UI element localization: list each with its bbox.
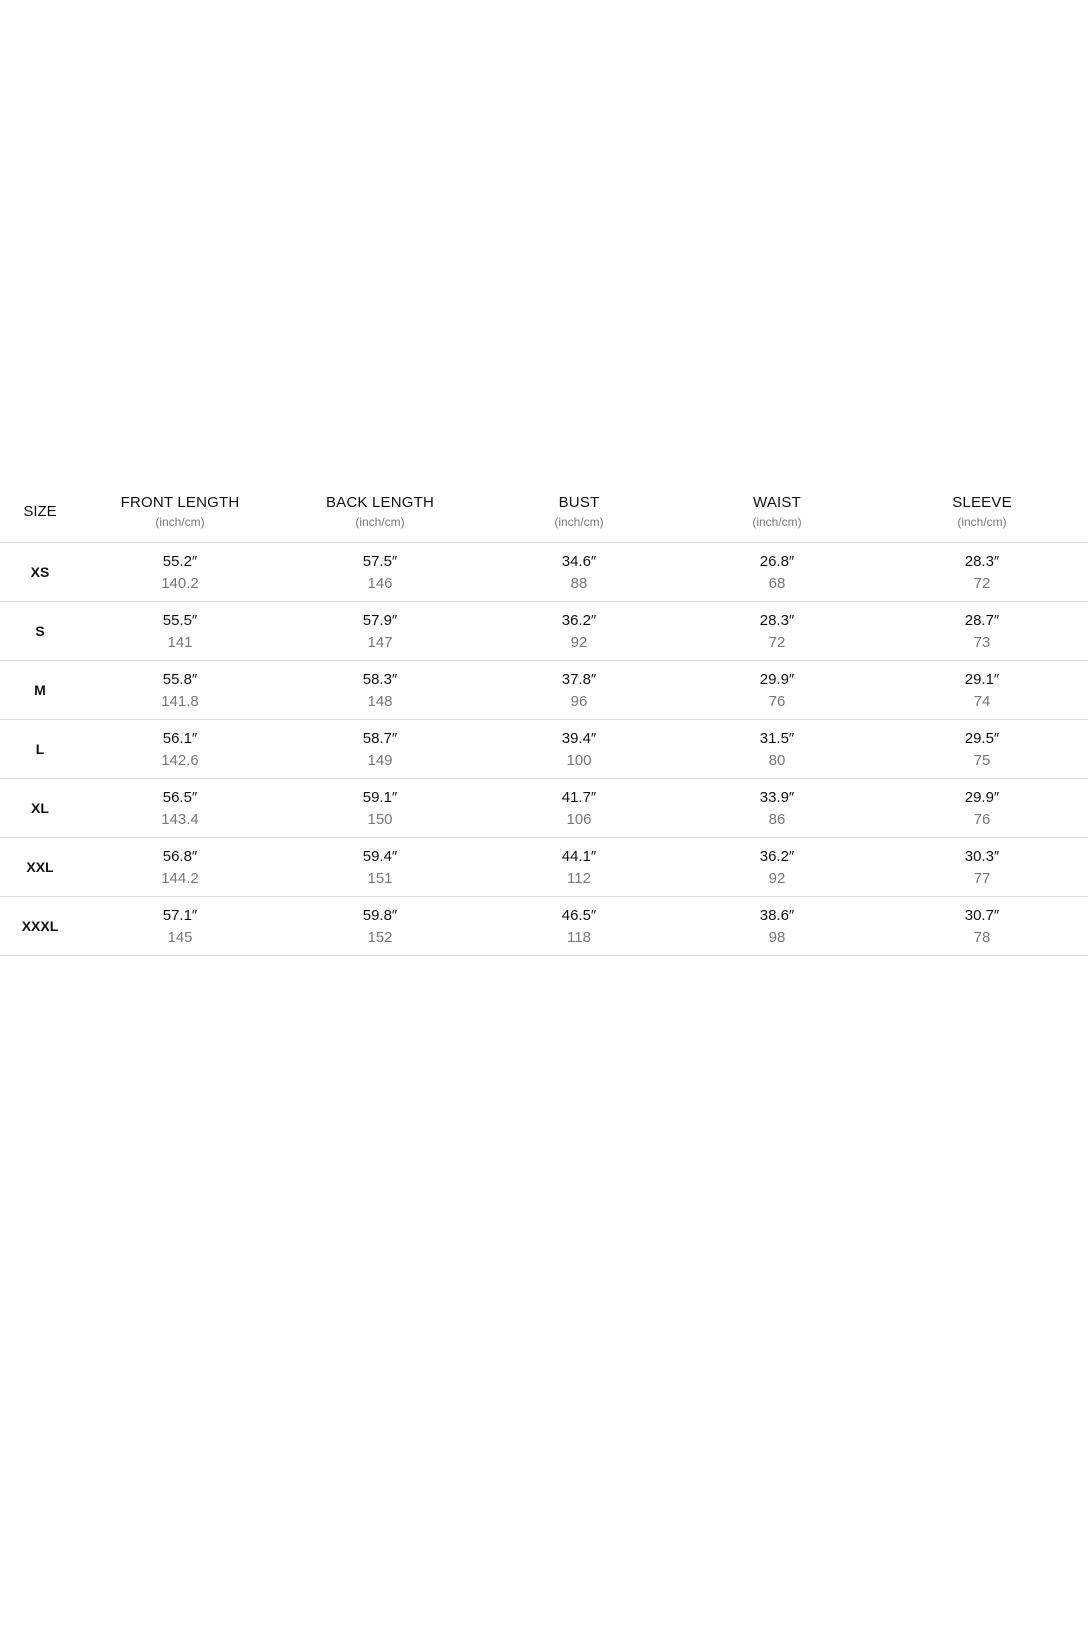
cm-value: 145: [167, 928, 193, 946]
cm-value: 141.8: [161, 692, 199, 710]
cm-value: 112: [567, 869, 591, 887]
waist-cell: [678, 661, 876, 720]
back-length-cell: [280, 779, 480, 838]
cm-value: 86: [768, 810, 786, 828]
waist-cell: [678, 838, 876, 897]
inch-value: 55.2″: [162, 552, 198, 570]
inch-value: 39.4″: [561, 729, 597, 747]
cm-value: 106: [566, 810, 592, 828]
back-length-header: [280, 480, 480, 543]
waist-header: [678, 480, 876, 543]
inch-value: 29.9″: [964, 788, 1000, 806]
front-length-cell: [80, 779, 280, 838]
cm-value: 76: [973, 810, 991, 828]
cm-value: 150: [367, 810, 393, 828]
inch-value: 41.7″: [561, 788, 597, 806]
cm-value: 100: [566, 751, 592, 769]
inch-value: 59.8″: [362, 906, 398, 924]
size-chart-table: [0, 480, 1088, 956]
table-row: [0, 661, 1088, 720]
header-unit: (inch/cm): [554, 514, 604, 529]
inch-value: 28.3″: [759, 611, 795, 629]
inch-value: 28.7″: [964, 611, 1000, 629]
table-row: [0, 602, 1088, 661]
inch-value: 36.2″: [561, 611, 597, 629]
inch-value: 34.6″: [561, 552, 597, 570]
cm-value: 149: [367, 751, 393, 769]
table-row: [0, 543, 1088, 602]
front-length-cell: [80, 602, 280, 661]
inch-value: 59.1″: [362, 788, 398, 806]
front-length-cell: [80, 897, 280, 956]
cm-value: 98: [768, 928, 786, 946]
header-unit: (inch/cm): [355, 514, 405, 529]
header-unit: (inch/cm): [155, 514, 205, 529]
size-label: M: [0, 661, 80, 720]
inch-value: 29.1″: [964, 670, 1000, 688]
waist-cell: [678, 779, 876, 838]
size-label: XXXL: [0, 897, 80, 956]
bust-cell: [480, 720, 678, 779]
inch-value: 33.9″: [759, 788, 795, 806]
waist-cell: [678, 602, 876, 661]
header-unit: (inch/cm): [957, 514, 1007, 529]
header-label: WAIST: [753, 493, 801, 511]
cm-value: 76: [768, 692, 786, 710]
cm-value: 143.4: [161, 810, 199, 828]
header-label: SLEEVE: [952, 493, 1012, 511]
header-label: BACK LENGTH: [325, 493, 435, 511]
sleeve-cell: [876, 720, 1088, 779]
inch-value: 57.9″: [362, 611, 398, 629]
inch-value: 28.3″: [964, 552, 1000, 570]
cm-value: 92: [768, 869, 786, 887]
inch-value: 29.9″: [759, 670, 795, 688]
bust-cell: [480, 779, 678, 838]
inch-value: 55.5″: [162, 611, 198, 629]
sleeve-cell: [876, 602, 1088, 661]
table-row: [0, 838, 1088, 897]
waist-cell: [678, 720, 876, 779]
inch-value: 30.3″: [964, 847, 1000, 865]
sleeve-cell: [876, 897, 1088, 956]
inch-value: 57.1″: [162, 906, 198, 924]
front-length-cell: [80, 838, 280, 897]
back-length-cell: [280, 661, 480, 720]
inch-value: 57.5″: [362, 552, 398, 570]
header-row: [0, 480, 1088, 543]
inch-value: 29.5″: [964, 729, 1000, 747]
bust-cell: [480, 897, 678, 956]
cm-value: 96: [570, 692, 588, 710]
cm-value: 148: [367, 692, 393, 710]
cm-value: 142.6: [161, 751, 199, 769]
inch-value: 31.5″: [759, 729, 795, 747]
table-row: [0, 897, 1088, 956]
cm-value: 74: [973, 692, 991, 710]
back-length-cell: [280, 838, 480, 897]
waist-cell: [678, 543, 876, 602]
cm-value: 72: [768, 633, 786, 651]
size-label: XXL: [0, 838, 80, 897]
back-length-cell: [280, 897, 480, 956]
cm-value: 80: [768, 751, 786, 769]
cm-value: 92: [570, 633, 588, 651]
front-length-cell: [80, 543, 280, 602]
bust-cell: [480, 838, 678, 897]
size-label: XL: [0, 779, 80, 838]
size-column-header: SIZE: [0, 480, 80, 543]
header-label: FRONT LENGTH: [120, 493, 240, 511]
inch-value: 46.5″: [561, 906, 597, 924]
inch-value: 37.8″: [561, 670, 597, 688]
cm-value: 88: [570, 574, 588, 592]
bust-cell: [480, 543, 678, 602]
cm-value: 118: [567, 928, 591, 946]
front-length-cell: [80, 661, 280, 720]
cm-value: 140.2: [161, 574, 199, 592]
back-length-cell: [280, 720, 480, 779]
inch-value: 58.3″: [362, 670, 398, 688]
header-label: BUST: [558, 493, 600, 511]
cm-value: 75: [973, 751, 991, 769]
cm-value: 73: [973, 633, 991, 651]
inch-value: 55.8″: [162, 670, 198, 688]
inch-value: 56.1″: [162, 729, 198, 747]
back-length-cell: [280, 543, 480, 602]
size-label: S: [0, 602, 80, 661]
bust-cell: [480, 661, 678, 720]
cm-value: 78: [973, 928, 991, 946]
front-length-header: [80, 480, 280, 543]
sleeve-cell: [876, 543, 1088, 602]
cm-value: 152: [367, 928, 393, 946]
size-label: L: [0, 720, 80, 779]
inch-value: 26.8″: [759, 552, 795, 570]
inch-value: 56.8″: [162, 847, 198, 865]
inch-value: 38.6″: [759, 906, 795, 924]
inch-value: 56.5″: [162, 788, 198, 806]
bust-cell: [480, 602, 678, 661]
inch-value: 59.4″: [362, 847, 398, 865]
sleeve-cell: [876, 661, 1088, 720]
sleeve-cell: [876, 779, 1088, 838]
cm-value: 77: [973, 869, 991, 887]
sleeve-header: [876, 480, 1088, 543]
waist-cell: [678, 897, 876, 956]
inch-value: 30.7″: [964, 906, 1000, 924]
header-unit: (inch/cm): [752, 514, 802, 529]
bust-header: [480, 480, 678, 543]
inch-value: 58.7″: [362, 729, 398, 747]
inch-value: 44.1″: [561, 847, 597, 865]
front-length-cell: [80, 720, 280, 779]
cm-value: 72: [973, 574, 991, 592]
cm-value: 147: [367, 633, 393, 651]
cm-value: 141: [167, 633, 193, 651]
cm-value: 151: [367, 869, 393, 887]
cm-value: 68: [768, 574, 786, 592]
table-row: [0, 779, 1088, 838]
cm-value: 146: [367, 574, 393, 592]
cm-value: 144.2: [161, 869, 199, 887]
table-row: [0, 720, 1088, 779]
inch-value: 36.2″: [759, 847, 795, 865]
back-length-cell: [280, 602, 480, 661]
sleeve-cell: [876, 838, 1088, 897]
size-label: XS: [0, 543, 80, 602]
